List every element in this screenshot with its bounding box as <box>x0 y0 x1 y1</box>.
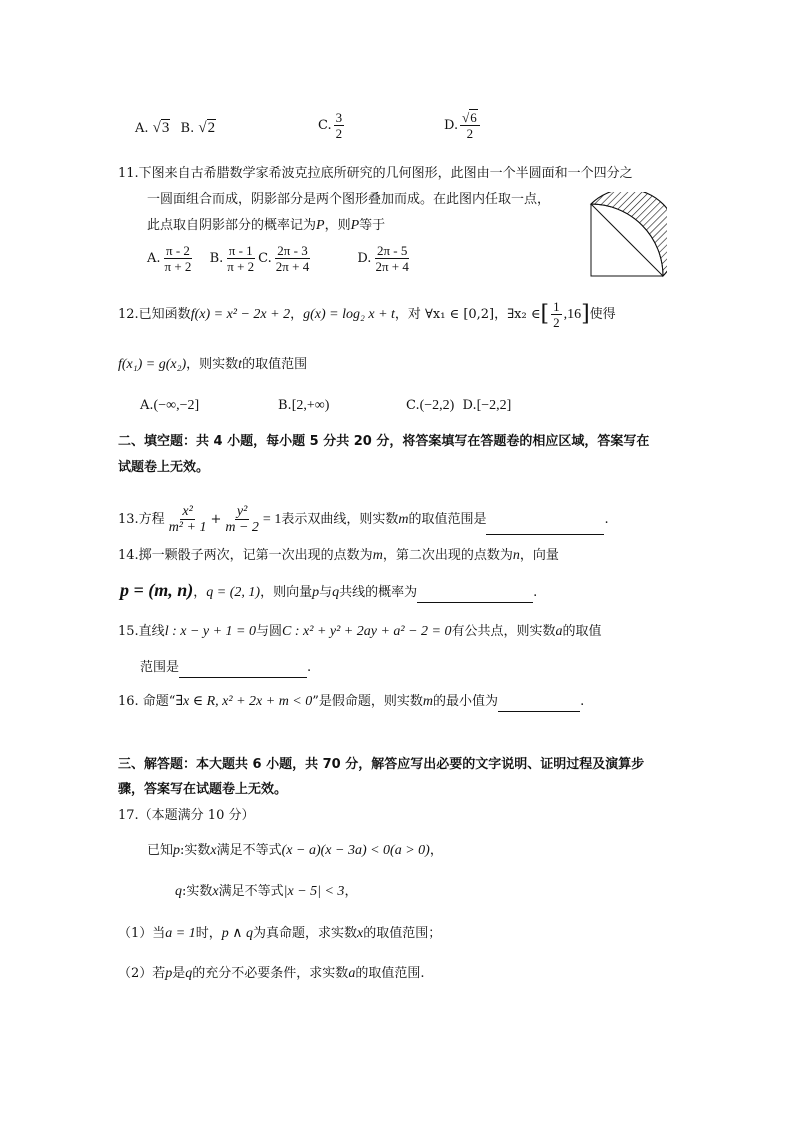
q15-answer-blank[interactable] <box>179 663 307 678</box>
q14-line2: p = (m, n)，q = (2, 1)，则向量p与q共线的概率为 . <box>120 580 537 603</box>
q11-line1: 11.下图来自古希腊数学家希波克拉底所研究的几何图形，此图由一个半圆面和一个四分之 <box>118 166 633 181</box>
q10-optC: C. $\frac{3}{2}$ <box>318 110 343 141</box>
q16-answer-blank[interactable] <box>498 697 580 712</box>
q10-optB-value: √2 <box>198 120 216 136</box>
q12-optC-D: C.(−2,2) D.[−2,2] <box>406 398 512 413</box>
q17-q-line: q:实数x满足不等式|x − 5| < 3， <box>175 884 358 899</box>
hippocrates-figure <box>585 192 667 280</box>
q10-optB-label: B. <box>180 121 195 136</box>
q14-answer-blank[interactable] <box>417 588 533 603</box>
q15-line1: 15.直线l : x − y + 1 = 0与圆C : x² + y² + 2ay + a² − 2 = 0有公共点，则实数a的取值 <box>118 624 602 639</box>
q17-part1: （1）当a = 1时，p ∧ q为真命题，求实数x的取值范围； <box>118 926 442 941</box>
q10-optD: D. $\frac{√6}{2}$ <box>444 110 482 141</box>
q12-optB: B.[2,+∞) <box>278 398 330 413</box>
q13: 13.方程 $\frac{\text{x²}}{\text{m² + 1}}$ + $\frac{\text{y²}}{m - 2}$ = 1表示双曲线，则实数m的取值范围是 . <box>118 504 609 535</box>
q13-answer-blank[interactable] <box>486 520 604 535</box>
q12-line1: 12.已知函数f(x) = x² − 2x + 2，g(x) = log₂ x + t，对 ∀x₁ ∈ [0,2]，∃x₂ ∈[ $\frac{1}{2}$ ,16]使得 <box>118 299 616 330</box>
q14-line1: 14.掷一颗骰子两次，记第一次出现的点数为m，第二次出现的点数为n，向量 <box>118 548 559 563</box>
q11-options: A. $\frac{\pi - 2}{\pi + 2}$ B. $\frac{\pi - 1}{\pi + 2}$ C. $\frac{2\pi - 3}{2\pi + 4}$ D. $\frac{2\pi - 5}{2\pi + 4}$ <box>147 243 409 274</box>
q15-line2: 范围是 . <box>140 658 311 678</box>
q11-line3: 此点取自阴影部分的概率记为P，则P等于 <box>147 218 386 233</box>
q17-p-line: 已知p:实数x满足不等式(x − a)(x − 3a) < 0(a > 0)， <box>147 843 443 858</box>
q10-optA-label: A. <box>135 121 149 136</box>
q10-optA-value: √3 <box>152 120 170 136</box>
shaded-lune <box>591 192 667 276</box>
q17-part2: （2）若p是q的充分不必要条件，求实数a的取值范围. <box>118 966 425 981</box>
section3-line1: 三、解答题：本大题共 6 小题，共 70 分，解答应写出必要的文字说明、证明过程及演算步 <box>118 757 645 772</box>
q11-line2: 一圆面组合而成，阴影部分是两个图形叠加而成。在此图内任取一点， <box>147 192 551 207</box>
q16: 16. 命题“∃x ∈ R, x² + 2x + m < 0”是假命题，则实数m的最小值为 . <box>118 692 584 712</box>
section2-line2: 试题卷上无效。 <box>118 460 210 475</box>
section2-line1: 二、填空题：共 4 小题，每小题 5 分共 20 分，将答案填写在答题卷的相应区域，答案写在 <box>118 434 650 449</box>
q12-optA: A.(−∞,−2] <box>140 398 200 413</box>
q17-title: 17.（本题满分 10 分） <box>118 808 255 823</box>
section3-line2: 骤，答案写在试题卷上无效。 <box>118 782 288 797</box>
q12-line2: f(x₁) = g(x₂)，则实数t的取值范围 <box>118 357 308 372</box>
q10-options <box>135 118 216 139</box>
